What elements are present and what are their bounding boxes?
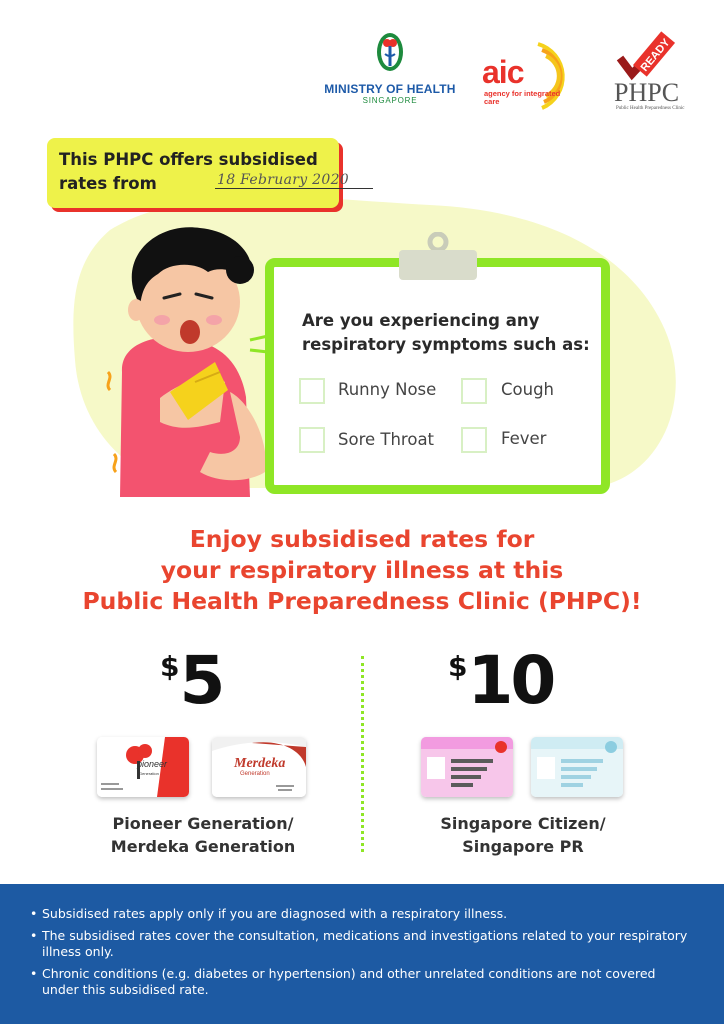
heading-line-1: Enjoy subsidised rates for bbox=[189, 525, 535, 553]
aic-subtitle: agency for integrated care bbox=[484, 89, 561, 106]
phpc-ready-label: READY bbox=[638, 36, 673, 74]
moh-title: MINISTRY OF HEALTH bbox=[324, 82, 456, 96]
pioneer-generation-card bbox=[97, 737, 189, 797]
phpc-wordmark: PHPC bbox=[614, 78, 680, 107]
note-handwritten-date: 18 February 2020 bbox=[215, 172, 373, 189]
currency-symbol: $ bbox=[448, 650, 468, 683]
sore-throat-checkbox bbox=[299, 427, 325, 453]
symptom-fever: Fever bbox=[501, 429, 547, 448]
pioneer-card-sub: Generation bbox=[139, 771, 159, 776]
caption-right-line-1: Singapore Citizen/ bbox=[440, 814, 606, 833]
pr-card-art bbox=[531, 737, 623, 797]
heading-line-2: your respiratory illness at this bbox=[160, 556, 564, 584]
cough-checkbox bbox=[461, 378, 487, 404]
currency-symbol: $ bbox=[160, 650, 180, 683]
caption-left-line-2: Merdeka Generation bbox=[110, 837, 296, 856]
moh-logo bbox=[320, 32, 460, 105]
aic-logo bbox=[480, 36, 588, 114]
price-pioneer-merdeka bbox=[160, 642, 223, 719]
caption-right-line-2: Singapore PR bbox=[462, 837, 584, 856]
symptom-runny-nose: Runny Nose bbox=[338, 380, 437, 399]
merdeka-generation-card bbox=[212, 737, 306, 797]
price-divider bbox=[361, 656, 364, 852]
moh-emblem-icon bbox=[375, 32, 405, 78]
symptoms-question bbox=[302, 309, 602, 357]
singapore-pr-card bbox=[531, 737, 623, 797]
phpc-subtitle: Public Health Preparedness Clinic bbox=[616, 106, 685, 111]
phpc-ready-logo bbox=[610, 30, 694, 116]
price-citizen-pr bbox=[448, 642, 554, 719]
sick-person-illustration bbox=[100, 222, 290, 502]
merdeka-card-sub: Generation bbox=[240, 771, 270, 777]
main-heading bbox=[0, 524, 724, 617]
moh-subtitle: SINGAPORE bbox=[362, 96, 418, 105]
caption-left-line-1: Pioneer Generation/ bbox=[112, 814, 294, 833]
terms-list bbox=[30, 906, 696, 998]
note-line-1: This PHPC offers subsidised bbox=[59, 150, 318, 169]
price-amount: 10 bbox=[467, 642, 554, 719]
fever-checkbox bbox=[461, 427, 487, 453]
terms-footer bbox=[0, 884, 724, 1024]
pioneer-merdeka-caption bbox=[92, 812, 314, 858]
term-item: • The subsidised rates cover the consultation, medications and investigations related to your respiratory illness only. bbox=[30, 928, 696, 960]
aic-wordmark: aic bbox=[482, 54, 524, 90]
merdeka-card-label: Merdeka bbox=[234, 756, 286, 771]
price-amount: 5 bbox=[179, 642, 223, 719]
singapore-citizen-card bbox=[421, 737, 513, 797]
note-line-2: rates from bbox=[59, 174, 157, 193]
subsidy-start-note bbox=[47, 138, 349, 208]
pioneer-card-art bbox=[97, 737, 189, 797]
term-item: • Subsidised rates apply only if you are diagnosed with a respiratory illness. bbox=[30, 906, 696, 922]
symptoms-clipboard bbox=[265, 258, 610, 494]
term-item: • Chronic conditions (e.g. diabetes or hypertension) and other unrelated conditions are not covered under this subsidised rate. bbox=[30, 966, 696, 998]
pioneer-card-label: pioneer bbox=[137, 759, 168, 769]
question-line-1: Are you experiencing any bbox=[302, 311, 540, 330]
merdeka-card-art bbox=[212, 737, 306, 797]
symptom-cough: Cough bbox=[501, 380, 555, 399]
heading-line-3: Public Health Preparedness Clinic (PHPC)! bbox=[82, 587, 642, 615]
question-line-2: respiratory symptoms such as: bbox=[302, 335, 590, 354]
symptom-sore-throat: Sore Throat bbox=[338, 430, 435, 449]
runny-nose-checkbox bbox=[299, 378, 325, 404]
citizen-card-art bbox=[421, 737, 513, 797]
citizen-pr-caption bbox=[412, 812, 634, 858]
clipboard-clip-icon bbox=[397, 232, 479, 284]
